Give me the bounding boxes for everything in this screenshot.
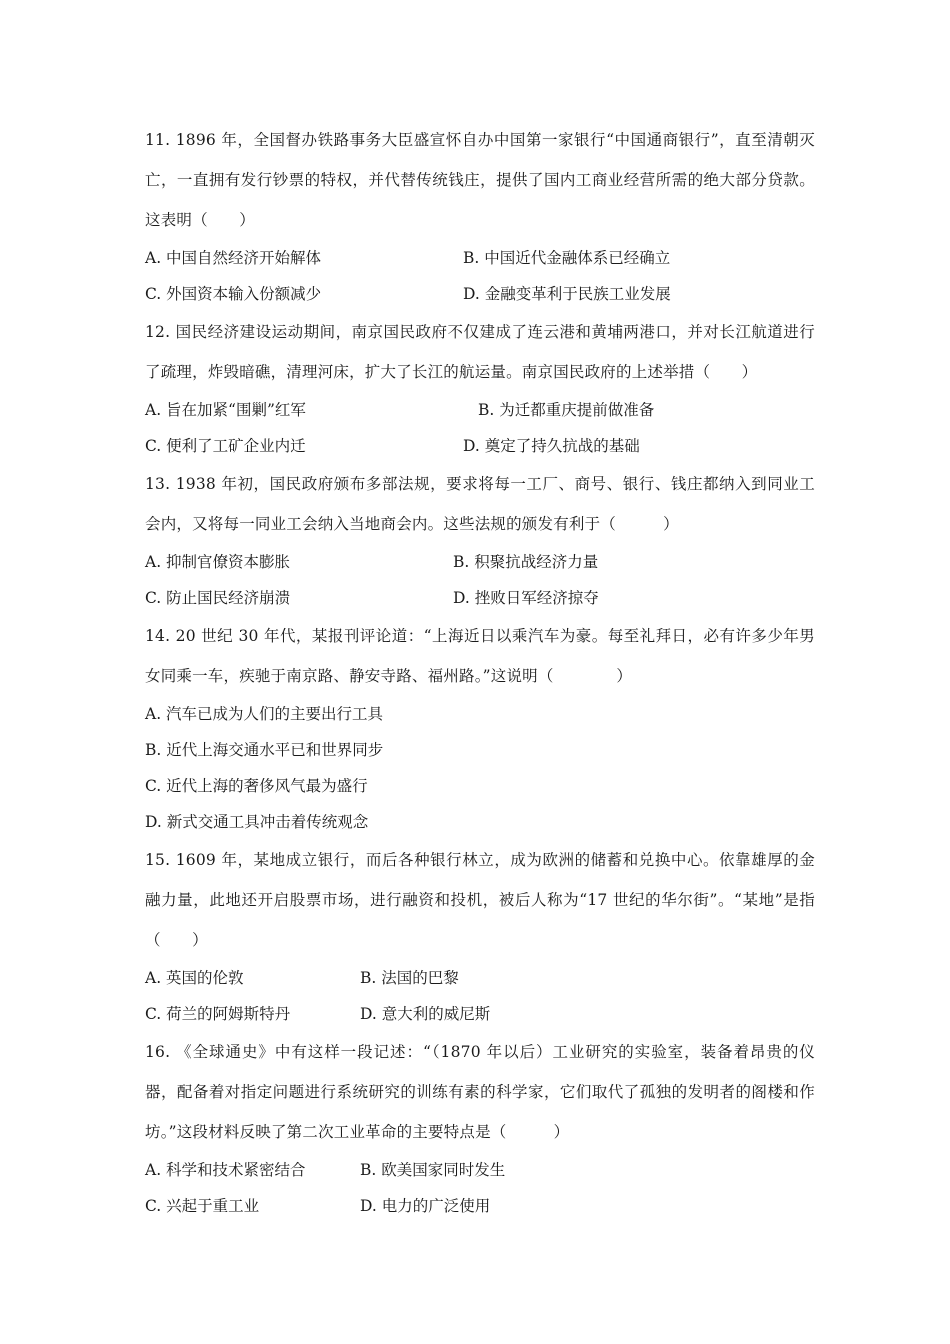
option-a: A. 科学和技术紧密结合 — [145, 1161, 306, 1179]
option-a: A. 英国的伦敦 — [145, 969, 244, 987]
option-b: B. 近代上海交通水平已和世界同步 — [145, 741, 384, 759]
option-b: B. 欧美国家同时发生 — [360, 1161, 506, 1179]
question-16 — [145, 1032, 815, 1224]
option-b: B. 法国的巴黎 — [360, 969, 459, 987]
option-c: C. 荷兰的阿姆斯特丹 — [145, 1005, 291, 1023]
question-stem: 15. 1609 年，某地成立银行，而后各种银行林立，成为欧洲的储蓄和兑换中心。依靠雄厚的金融力量，此地还开启股票市场，进行融资和投机，被后人称为“17 世纪的华尔街”。“某地”是指（ ） — [145, 851, 815, 949]
question-stem: 11. 1896 年，全国督办铁路事务大臣盛宣怀自办中国第一家银行“中国通商银行”，直至清朝灭亡，一直拥有发行钞票的特权，并代替传统钱庄，提供了国内工商业经营所需的绝大部分贷款。这表明（ ） — [145, 131, 815, 229]
option-a: A. 旨在加紧“围剿”红军 — [145, 401, 306, 419]
option-a: A. 抑制官僚资本膨胀 — [145, 553, 291, 571]
option-d: D. 电力的广泛使用 — [360, 1197, 491, 1215]
option-b: B. 积聚抗战经济力量 — [453, 553, 599, 571]
option-d: D. 新式交通工具冲击着传统观念 — [145, 813, 369, 831]
option-a: A. 汽车已成为人们的主要出行工具 — [145, 705, 384, 723]
option-b: B. 中国近代金融体系已经确立 — [463, 249, 671, 267]
option-d: D. 意大利的威尼斯 — [360, 1005, 491, 1023]
option-d: D. 金融变革利于民族工业发展 — [463, 285, 671, 303]
question-stem: 12. 国民经济建设运动期间，南京国民政府不仅建成了连云港和黄埔两港口，并对长江航道进行了疏理，炸毁暗礁，清理河床，扩大了长江的航运量。南京国民政府的上述举措（ ） — [145, 323, 815, 381]
question-13 — [145, 464, 815, 616]
question-stem: 16. 《全球通史》中有这样一段记述：“（1870 年以后）工业研究的实验室，装备着昂贵的仪器，配备着对指定问题进行系统研究的训练有素的科学家，它们取代了孤独的发明者的阁楼和作坊。”这段材料反映了第二次工业革命的主要特点是（ ） — [145, 1043, 815, 1141]
question-stem: 13. 1938 年初，国民政府颁布多部法规，要求将每一工厂、商号、银行、钱庄都纳入到同业工会内，又将每一同业工会纳入当地商会内。这些法规的颁发有利于（ ） — [145, 475, 815, 533]
option-a: A. 中国自然经济开始解体 — [145, 249, 322, 267]
option-d: D. 挫败日军经济掠夺 — [453, 589, 599, 607]
question-14 — [145, 616, 815, 840]
option-c: C. 外国资本输入份额减少 — [145, 285, 322, 303]
option-c: C. 防止国民经济崩溃 — [145, 589, 291, 607]
question-12 — [145, 312, 815, 464]
question-11 — [145, 120, 815, 312]
question-15 — [145, 840, 815, 1032]
option-c: C. 便利了工矿企业内迁 — [145, 437, 306, 455]
option-b: B. 为迁都重庆提前做准备 — [478, 401, 655, 419]
option-c: C. 近代上海的奢侈风气最为盛行 — [145, 777, 368, 795]
question-stem: 14. 20 世纪 30 年代，某报刊评论道：“上海近日以乘汽车为豪。每至礼拜日，必有许多少年男女同乘一车，疾驰于南京路、静安寺路、福州路。”这说明（ ） — [145, 627, 815, 685]
exam-page — [145, 120, 815, 1224]
option-c: C. 兴起于重工业 — [145, 1197, 260, 1215]
option-d: D. 奠定了持久抗战的基础 — [463, 437, 640, 455]
